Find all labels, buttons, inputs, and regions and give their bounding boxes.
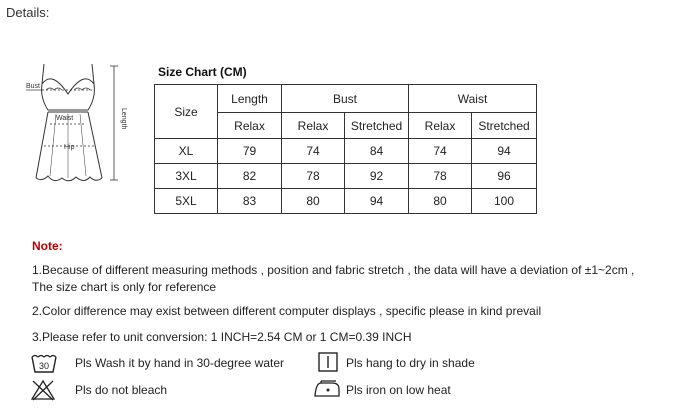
bust-relax-cell: 74 (282, 139, 345, 164)
garment-sketch (22, 50, 132, 210)
length-label: Length (120, 108, 127, 130)
note-line-3: 3.Please refer to unit conversion: 1 INCH=2.54 CM or 1 CM=0.39 INCH (32, 330, 412, 344)
size-cell: 5XL (155, 189, 218, 214)
hang-dry-shade-icon (318, 352, 338, 372)
length-relax-header: Relax (218, 113, 282, 139)
hip-label: Hip (64, 144, 75, 151)
length-header: Length (218, 85, 282, 113)
details-heading: Details: (6, 5, 50, 20)
note-line-2: 2.Color difference may exist between different computer displays , specific please in kind prevail (32, 304, 542, 318)
bust-relax-cell: 78 (282, 164, 345, 189)
note-line-1: 1.Because of different measuring methods , position and fabric stretch , the data will have a deviation of ±1~2cm , (32, 263, 635, 277)
waist-relax-cell: 80 (409, 189, 472, 214)
length-relax-cell: 82 (218, 164, 282, 189)
size-chart-title: Size Chart (CM) (158, 65, 247, 79)
length-relax-cell: 83 (218, 189, 282, 214)
waist-header: Waist (409, 85, 537, 113)
size-chart-table (154, 84, 537, 214)
table-row (155, 139, 537, 164)
iron-low-heat-icon (312, 379, 342, 399)
waist-stretched-cell: 94 (472, 139, 537, 164)
bust-stretched-cell: 92 (345, 164, 409, 189)
waist-relax-header: Relax (409, 113, 472, 139)
iron-low-heat-text: Pls iron on low heat (346, 383, 451, 397)
svg-text:30: 30 (38, 361, 50, 371)
waist-stretched-cell: 96 (472, 164, 537, 189)
bust-relax-header: Relax (282, 113, 345, 139)
table-row (155, 164, 537, 189)
bust-header: Bust (282, 85, 409, 113)
no-bleach-text: Pls do not bleach (75, 383, 168, 397)
table-header-row (155, 85, 537, 113)
waist-relax-cell: 74 (409, 139, 472, 164)
bust-stretched-cell: 94 (345, 189, 409, 214)
no-bleach-icon (30, 379, 56, 401)
bust-relax-cell: 80 (282, 189, 345, 214)
length-relax-cell: 79 (218, 139, 282, 164)
size-header: Size (155, 85, 218, 139)
hand-wash-30-icon (30, 352, 58, 374)
size-cell: 3XL (155, 164, 218, 189)
hand-wash-text: Pls Wash it by hand in 30-degree water (75, 356, 284, 370)
size-cell: XL (155, 139, 218, 164)
waist-stretched-cell: 100 (472, 189, 537, 214)
bust-label: Bust (26, 83, 41, 90)
hang-dry-text: Pls hang to dry in shade (346, 356, 475, 370)
waist-label: Waist (56, 115, 74, 122)
note-title: Note: (32, 239, 63, 253)
bust-stretched-header: Stretched (345, 113, 409, 139)
waist-relax-cell: 78 (409, 164, 472, 189)
note-line-1b: The size chart is only for reference (32, 280, 217, 294)
waist-stretched-header: Stretched (472, 113, 537, 139)
bust-stretched-cell: 84 (345, 139, 409, 164)
table-row (155, 189, 537, 214)
